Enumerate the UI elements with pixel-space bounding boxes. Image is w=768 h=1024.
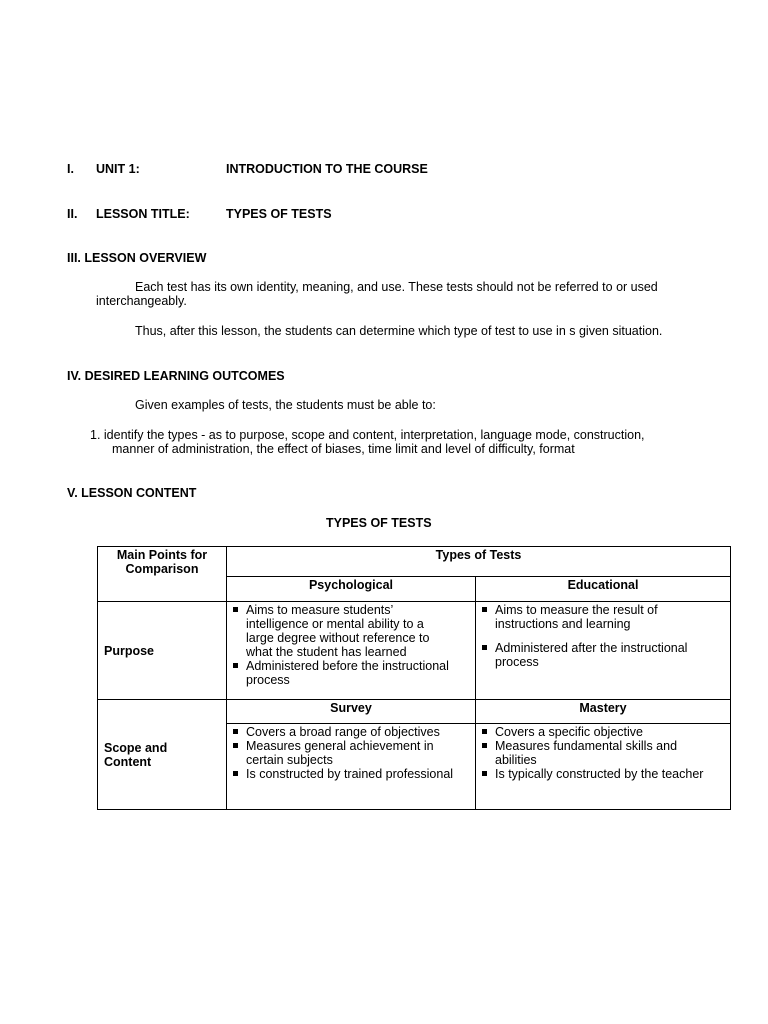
- bullet-icon: [233, 729, 238, 734]
- list-item: Measures general achievement in certain subjects: [227, 739, 455, 767]
- list-item: Covers a specific objective: [476, 725, 710, 739]
- lesson-title-label: LESSON TITLE:: [96, 207, 190, 221]
- scope-survey-cell: [227, 724, 476, 810]
- purpose-psychological-cell: [227, 602, 476, 700]
- bullet-icon: [233, 607, 238, 612]
- section-number-lesson-title: II.: [67, 207, 78, 221]
- subheader-educational: Educational: [476, 577, 731, 602]
- list-item: Is typically constructed by the teacher: [476, 767, 710, 781]
- bullet-icon: [482, 645, 487, 650]
- table-header-row: [98, 547, 731, 577]
- overview-paragraph-1-line-1: Each test has its own identity, meaning, and use. These tests should not be referred to or used: [135, 280, 658, 294]
- list-item: Administered after the instructional process: [476, 641, 710, 669]
- scope-subheader-row: [98, 700, 731, 724]
- lesson-title-value: TYPES OF TESTS: [226, 207, 332, 221]
- subheader-mastery: Mastery: [476, 700, 731, 724]
- table-title: TYPES OF TESTS: [326, 516, 432, 530]
- list-item: Covers a broad range of objectives: [227, 725, 455, 739]
- types-of-tests-table: [97, 546, 731, 810]
- bullet-icon: [233, 663, 238, 668]
- bullet-icon: [482, 607, 487, 612]
- overview-heading: III. LESSON OVERVIEW: [67, 251, 207, 265]
- outcomes-intro: Given examples of tests, the students must be able to:: [135, 398, 436, 412]
- content-heading: V. LESSON CONTENT: [67, 486, 197, 500]
- bullet-icon: [482, 743, 487, 748]
- row-label-scope-and-content: Scope and Content: [98, 700, 227, 810]
- subheader-survey: Survey: [227, 700, 476, 724]
- bullet-icon: [482, 771, 487, 776]
- list-item: Aims to measure students’ intelligence or mental ability to a large degree without reference to what the student has learned: [227, 603, 455, 659]
- outcomes-heading: IV. DESIRED LEARNING OUTCOMES: [67, 369, 285, 383]
- list-item: Administered before the instructional process: [227, 659, 455, 687]
- bullet-icon: [233, 743, 238, 748]
- scope-mastery-cell: [476, 724, 731, 810]
- subheader-psychological: Psychological: [227, 577, 476, 602]
- col-header-types-of-tests: Types of Tests: [227, 547, 731, 577]
- overview-paragraph-1-line-2: interchangeably.: [96, 294, 187, 308]
- unit-value: INTRODUCTION TO THE COURSE: [226, 162, 428, 176]
- list-item: Measures fundamental skills and abilities: [476, 739, 710, 767]
- purpose-row: [98, 602, 731, 700]
- list-item: Is constructed by trained professional: [227, 767, 455, 781]
- overview-paragraph-2: Thus, after this lesson, the students can determine which type of test to use in s given situation.: [135, 324, 663, 338]
- bullet-icon: [233, 771, 238, 776]
- section-number-unit: I.: [67, 162, 74, 176]
- unit-label: UNIT 1:: [96, 162, 140, 176]
- list-item: Aims to measure the result of instructions and learning: [476, 603, 710, 631]
- row-label-purpose: Purpose: [98, 602, 227, 700]
- outcome-item-1-line-2: manner of administration, the effect of biases, time limit and level of difficulty, format: [112, 442, 575, 456]
- outcome-item-1-line-1: 1. identify the types - as to purpose, scope and content, interpretation, language mode, construction,: [90, 428, 645, 442]
- col-header-main-points: Main Points for Comparison: [98, 547, 227, 602]
- purpose-educational-cell: [476, 602, 731, 700]
- bullet-icon: [482, 729, 487, 734]
